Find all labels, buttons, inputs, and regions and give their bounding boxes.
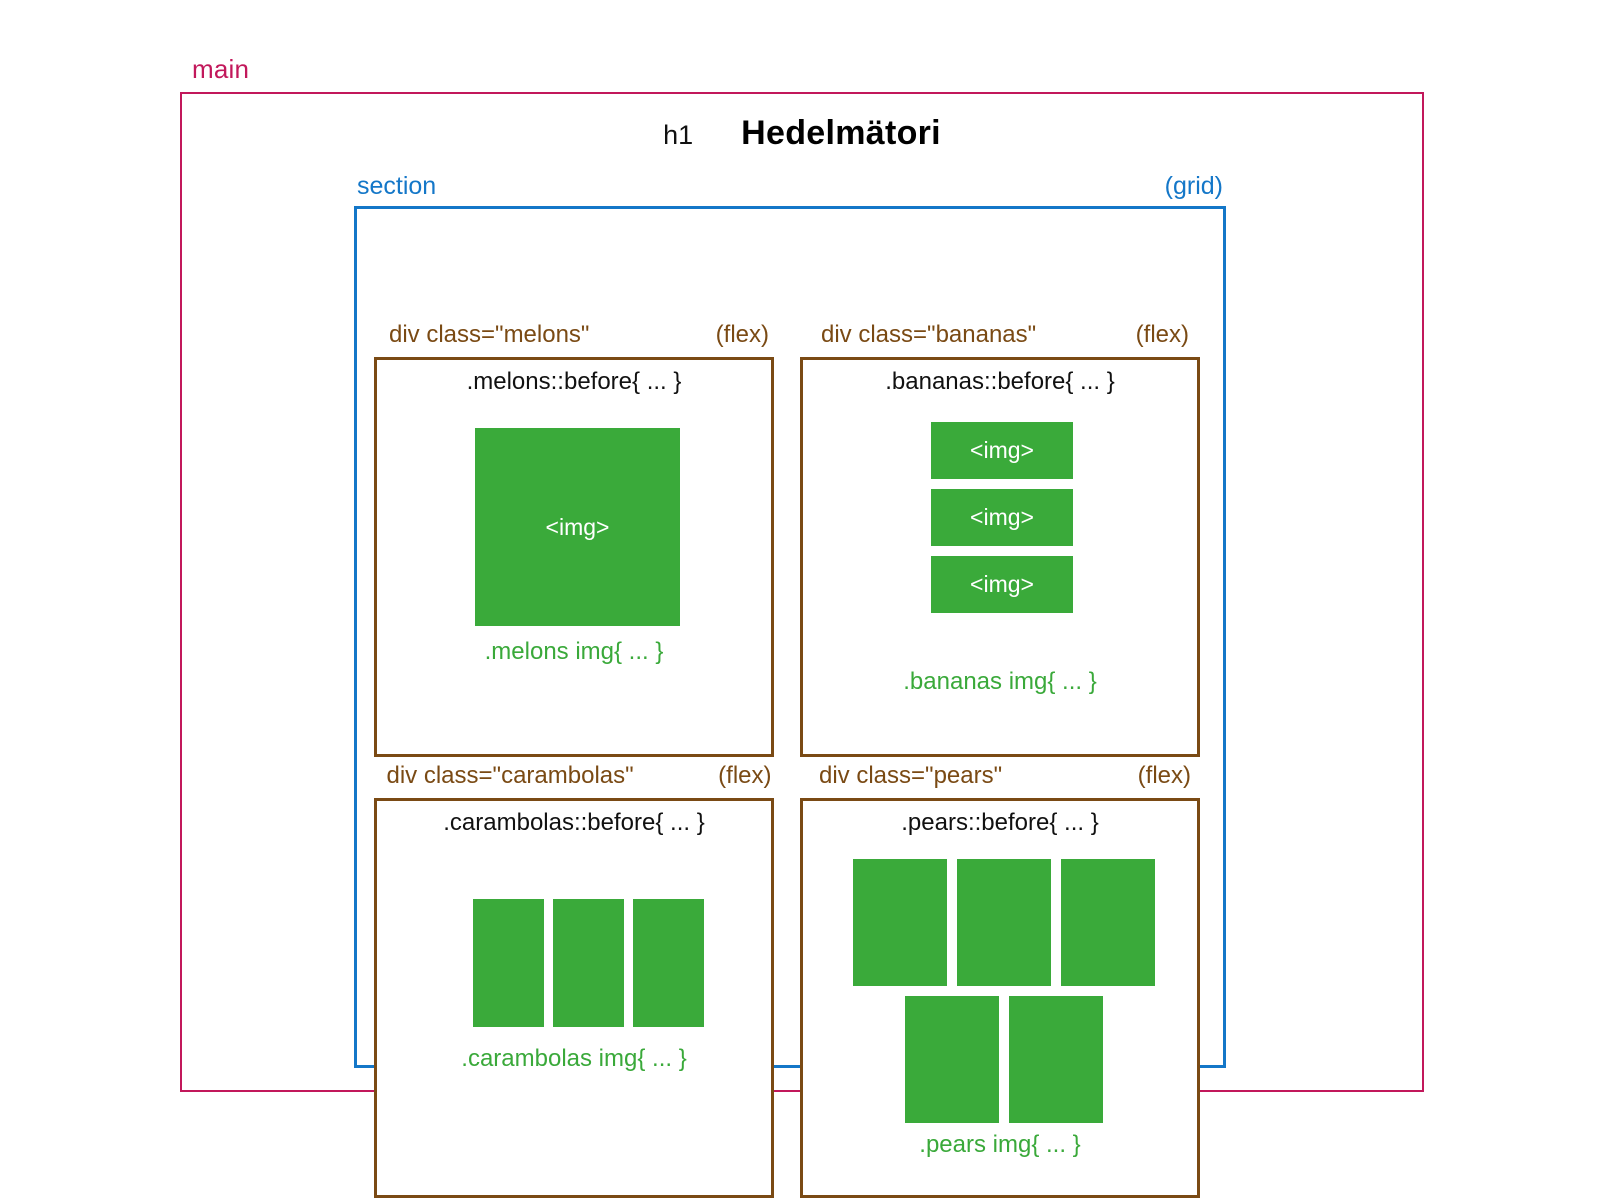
bananas-image-1: <img>	[931, 422, 1073, 479]
cell-bananas-display: (flex)	[1135, 321, 1189, 348]
carambolas-image-2	[553, 899, 624, 1027]
main-container-box	[180, 92, 1424, 1158]
cell-bananas-before-label: .bananas::before{ ... }	[885, 368, 1115, 395]
cell-carambolas-header	[387, 762, 772, 790]
cell-melons-header	[389, 321, 769, 349]
section-label-row	[357, 172, 1223, 201]
cell-carambolas-display: (flex)	[718, 762, 772, 789]
cell-bananas-box	[800, 357, 1200, 757]
cell-melons-tag: div class="melons"	[389, 321, 590, 348]
cell-melons-display: (flex)	[715, 321, 769, 348]
carambolas-image-1	[473, 899, 544, 1027]
carambolas-image-3	[633, 899, 704, 1027]
pears-image-5	[1009, 996, 1103, 1123]
cell-pears-img-rule: .pears img{ ... }	[919, 1131, 1081, 1158]
cell-bananas-header	[821, 321, 1189, 349]
cell-melons-img-rule: .melons img{ ... }	[484, 638, 664, 665]
cell-pears-box	[800, 798, 1200, 1198]
section-label: section	[357, 172, 437, 200]
h1-row	[182, 114, 1422, 153]
cell-melons-before-label: .melons::before{ ... }	[466, 368, 682, 395]
pears-image-2	[957, 859, 1051, 986]
page-title: Hedelmätori	[741, 114, 941, 152]
section-grid-box	[354, 206, 1226, 1158]
cell-melons	[374, 321, 784, 757]
h1-tag-label: h1	[663, 120, 694, 150]
melons-image-1: <img>	[475, 428, 680, 626]
cell-pears-header	[819, 762, 1191, 790]
cell-bananas-tag: div class="bananas"	[821, 321, 1037, 348]
cell-carambolas-tag: div class="carambolas"	[386, 762, 634, 789]
pears-image-stack	[853, 859, 1155, 1123]
pears-image-3	[1061, 859, 1155, 986]
bananas-image-2: <img>	[931, 489, 1073, 546]
cell-carambolas	[374, 762, 784, 1198]
main-label: main	[192, 54, 250, 84]
cell-melons-box	[374, 357, 774, 757]
section-display-label: (grid)	[1164, 172, 1223, 200]
pears-image-4	[905, 996, 999, 1123]
cell-pears-before-label: .pears::before{ ... }	[901, 809, 1099, 836]
carambolas-image-stack	[473, 899, 705, 1027]
cell-pears-tag: div class="pears"	[819, 762, 1003, 789]
pears-image-1	[853, 859, 947, 986]
cell-pears	[800, 762, 1210, 1198]
cell-pears-display: (flex)	[1137, 762, 1191, 789]
bananas-image-3: <img>	[931, 556, 1073, 613]
cell-carambolas-before-label: .carambolas::before{ ... }	[443, 809, 705, 836]
cell-carambolas-img-rule: .carambolas img{ ... }	[461, 1045, 687, 1072]
cell-bananas-img-rule: .bananas img{ ... }	[903, 668, 1097, 695]
cell-bananas	[800, 321, 1210, 757]
bananas-image-stack	[931, 422, 1073, 613]
cell-carambolas-box	[374, 798, 774, 1198]
